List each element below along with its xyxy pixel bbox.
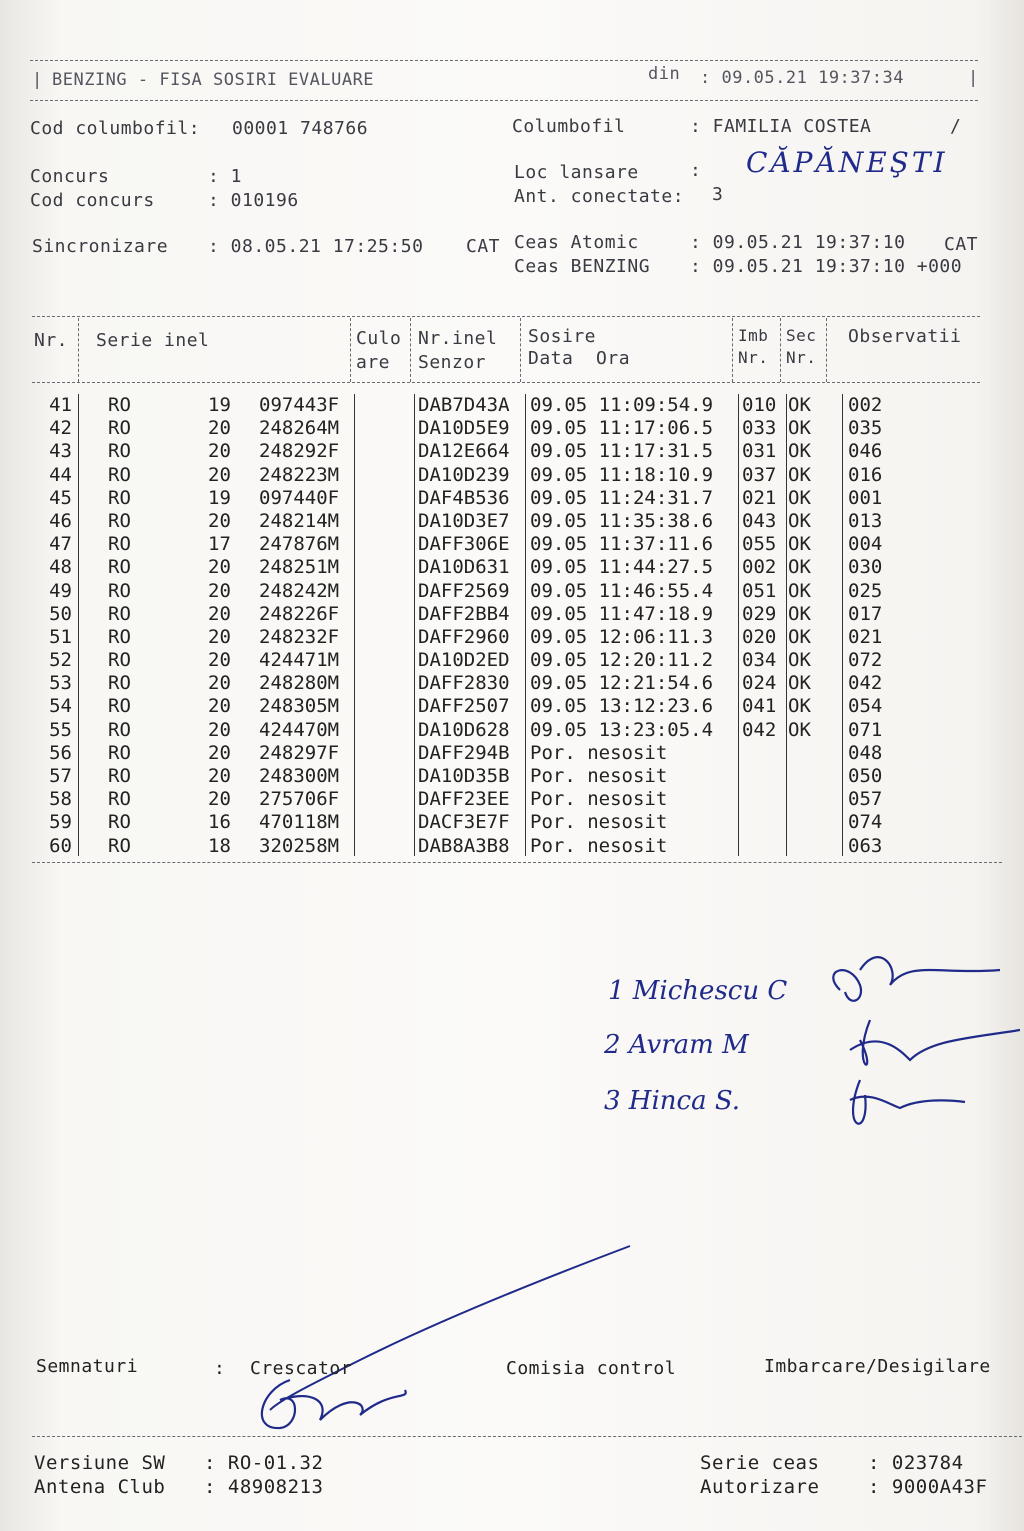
row-sec: OK — [788, 509, 811, 532]
din-label: din — [648, 64, 681, 84]
row-arrival: 09.05 13:12:23.6 — [530, 695, 714, 718]
row-sec: OK — [788, 672, 811, 695]
ant-conectate-value: 3 — [712, 184, 724, 205]
col-header-observatii: Observatii — [848, 326, 962, 347]
ceas-atomic-value: : 09.05.21 19:37:10 — [690, 232, 906, 253]
row-country: RO — [108, 463, 131, 486]
din-value: : 09.05.21 19:37:34 — [700, 68, 904, 88]
row-country: RO — [108, 765, 131, 787]
concurs-value: : 1 — [208, 166, 243, 187]
row-arrival: 09.05 12:06:11.3 — [530, 625, 714, 648]
row-arrival: 09.05 11:37:11.6 — [530, 533, 714, 556]
row-sec: OK — [788, 533, 811, 556]
row-country: RO — [108, 394, 131, 416]
row-obs: 071 — [848, 718, 883, 741]
semnaturi-sep: : — [214, 1358, 226, 1379]
commission-member-3: 3 Hinca S. — [604, 1086, 741, 1116]
row-ring: 470118M — [259, 811, 340, 834]
table-row — [30, 510, 990, 533]
row-imb: 034 — [742, 649, 777, 672]
row-nr: 58 — [49, 788, 72, 811]
row-arrival: 09.05 11:18:10.9 — [530, 463, 714, 486]
cod-columbofil-label: Cod columbofil: — [30, 118, 201, 139]
row-sensor: DAFF23EE — [418, 788, 510, 811]
columbofil-value: : FAMILIA COSTEA — [690, 116, 872, 137]
row-nr: 50 — [49, 602, 72, 625]
table-row — [30, 394, 990, 417]
row-ring: 097443F — [259, 394, 340, 416]
row-ring: 248251M — [259, 556, 340, 579]
loc-lansare-sep: : — [690, 160, 702, 181]
row-country: RO — [108, 672, 131, 695]
row-obs: 004 — [848, 533, 883, 556]
row-year: 20 — [208, 718, 231, 741]
col-header-sec-nr: Nr. — [786, 348, 817, 367]
row-year: 20 — [208, 417, 231, 440]
row-nr: 43 — [49, 440, 72, 463]
row-imb: 024 — [742, 672, 777, 695]
row-nr: 59 — [49, 811, 72, 834]
cod-columbofil-value: 00001 748766 — [232, 118, 369, 139]
row-sec: OK — [788, 440, 811, 463]
semnaturi-label: Semnaturi — [36, 1356, 139, 1377]
row-sec: OK — [788, 579, 811, 602]
row-sensor: DA12E664 — [418, 440, 510, 463]
row-imb: 021 — [742, 486, 777, 509]
row-sensor: DA10D2ED — [418, 649, 510, 672]
col-header-serie-inel: Serie inel — [96, 330, 210, 351]
row-ring: 248300M — [259, 765, 340, 787]
sincronizare-tz: CAT — [466, 236, 501, 257]
row-imb: 033 — [742, 417, 777, 440]
row-country: RO — [108, 834, 131, 857]
row-imb: 042 — [742, 718, 777, 741]
col-header-culoare-2: are — [356, 352, 391, 373]
header-sep-4 — [520, 318, 521, 382]
row-imb: 041 — [742, 695, 777, 718]
col-header-imb-nr: Nr. — [738, 348, 769, 367]
table-row — [30, 580, 990, 603]
row-obs: 048 — [848, 741, 883, 764]
row-imb: 037 — [742, 463, 777, 486]
ceas-atomic-tz: CAT — [944, 234, 979, 255]
ant-conectate-label: Ant. conectate: — [514, 186, 685, 207]
col-header-imb: Imb — [738, 326, 769, 345]
row-sensor: DAFF306E — [418, 533, 510, 556]
row-imb: 055 — [742, 533, 777, 556]
row-sensor: DA10D631 — [418, 556, 510, 579]
row-year: 19 — [208, 486, 231, 509]
row-nr: 52 — [49, 649, 72, 672]
row-ring: 424470M — [259, 718, 340, 741]
row-ring: 248226F — [259, 602, 340, 625]
ceas-atomic-label: Ceas Atomic — [514, 232, 639, 253]
row-year: 19 — [208, 394, 231, 416]
versiune-sw-label: Versiune SW — [34, 1452, 166, 1474]
columbofil-label: Columbofil — [512, 116, 626, 137]
row-imb: 043 — [742, 509, 777, 532]
row-year: 20 — [208, 556, 231, 579]
ceas-benzing-value: : 09.05.21 19:37:10 +000 — [690, 256, 963, 277]
row-arrival: 09.05 12:20:11.2 — [530, 649, 714, 672]
row-sensor: DAFF2569 — [418, 579, 510, 602]
row-sensor: DAFF2BB4 — [418, 602, 510, 625]
loc-lansare-handwritten: CĂPĂNEŞTI — [746, 146, 948, 179]
row-nr: 56 — [49, 741, 72, 764]
row-obs: 002 — [848, 394, 883, 416]
table-row — [30, 603, 990, 626]
row-arrival: 09.05 11:17:31.5 — [530, 440, 714, 463]
row-obs: 016 — [848, 463, 883, 486]
row-sec: OK — [788, 602, 811, 625]
row-sensor: DA10D628 — [418, 718, 510, 741]
row-sensor: DAF4B536 — [418, 486, 510, 509]
row-nr: 51 — [49, 625, 72, 648]
row-nr: 60 — [49, 834, 72, 857]
comisia-control-label: Comisia control — [506, 1358, 677, 1379]
row-obs: 030 — [848, 556, 883, 579]
table-row — [30, 556, 990, 579]
row-country: RO — [108, 556, 131, 579]
row-ring: 275706F — [259, 788, 340, 811]
row-country: RO — [108, 741, 131, 764]
row-sec: OK — [788, 695, 811, 718]
row-sensor: DA10D239 — [418, 463, 510, 486]
row-ring: 247876M — [259, 533, 340, 556]
commission-member-2: 2 Avram M — [604, 1030, 749, 1060]
row-arrival: Por. nesosit — [530, 765, 668, 787]
col-header-nr: Nr. — [34, 330, 69, 351]
row-arrival: Por. nesosit — [530, 811, 668, 834]
row-country: RO — [108, 602, 131, 625]
row-obs: 057 — [848, 788, 883, 811]
row-year: 20 — [208, 672, 231, 695]
row-sensor: DA10D3E7 — [418, 509, 510, 532]
row-nr: 44 — [49, 463, 72, 486]
row-sensor: DAFF2830 — [418, 672, 510, 695]
row-obs: 035 — [848, 417, 883, 440]
table-row — [30, 788, 990, 811]
table-row — [30, 533, 990, 556]
autorizare-value: : 9000A43F — [868, 1476, 988, 1498]
row-country: RO — [108, 625, 131, 648]
row-sensor: DACF3E7F — [418, 811, 510, 834]
row-arrival: 09.05 11:46:55.4 — [530, 579, 714, 602]
cod-concurs-label: Cod concurs — [30, 190, 155, 211]
header-bottom-rule — [30, 100, 978, 101]
row-nr: 41 — [49, 394, 72, 416]
header-sep-6 — [780, 318, 781, 382]
arrivals-table — [30, 394, 990, 858]
header-sep-3 — [410, 318, 411, 382]
row-obs: 042 — [848, 672, 883, 695]
row-nr: 48 — [49, 556, 72, 579]
row-obs: 001 — [848, 486, 883, 509]
header-sep-2 — [350, 318, 351, 382]
col-header-data-ora: Data Ora — [528, 348, 631, 369]
footer-rule — [32, 1436, 1022, 1437]
header-right-bar: | — [968, 68, 979, 88]
table-row — [30, 440, 990, 463]
table-row — [30, 765, 990, 788]
row-year: 20 — [208, 463, 231, 486]
crescator-label: Crescator — [250, 1358, 353, 1379]
row-arrival: Por. nesosit — [530, 834, 668, 857]
row-obs: 046 — [848, 440, 883, 463]
table-top-rule — [32, 316, 980, 317]
antena-club-value: : 48908213 — [204, 1476, 324, 1498]
row-ring: 248292F — [259, 440, 340, 463]
row-obs: 013 — [848, 509, 883, 532]
concurs-label: Concurs — [30, 166, 110, 187]
row-arrival: 09.05 12:21:54.6 — [530, 672, 714, 695]
row-nr: 47 — [49, 533, 72, 556]
row-obs: 025 — [848, 579, 883, 602]
header-top-rule — [30, 60, 978, 61]
row-country: RO — [108, 811, 131, 834]
row-year: 20 — [208, 741, 231, 764]
sincronizare-value: : 08.05.21 17:25:50 — [208, 236, 424, 257]
row-imb: 029 — [742, 602, 777, 625]
row-nr: 46 — [49, 509, 72, 532]
row-year: 20 — [208, 440, 231, 463]
row-obs: 054 — [848, 695, 883, 718]
row-arrival: Por. nesosit — [530, 788, 668, 811]
row-arrival: 09.05 11:17:06.5 — [530, 417, 714, 440]
row-nr: 42 — [49, 417, 72, 440]
row-year: 20 — [208, 765, 231, 787]
row-year: 17 — [208, 533, 231, 556]
row-imb: 020 — [742, 625, 777, 648]
row-sec: OK — [788, 486, 811, 509]
commission-member-1: 1 Michescu C — [608, 976, 788, 1006]
row-country: RO — [108, 695, 131, 718]
row-country: RO — [108, 417, 131, 440]
row-arrival: 09.05 11:47:18.9 — [530, 602, 714, 625]
table-row — [30, 719, 990, 742]
col-header-sosire: Sosire — [528, 326, 597, 347]
row-nr: 49 — [49, 579, 72, 602]
row-country: RO — [108, 486, 131, 509]
col-header-sec: Sec — [786, 326, 817, 345]
row-ring: 248264M — [259, 417, 340, 440]
row-imb: 002 — [742, 556, 777, 579]
sincronizare-label: Sincronizare — [32, 236, 169, 257]
row-sec: OK — [788, 417, 811, 440]
row-sensor: DAFF2960 — [418, 625, 510, 648]
row-country: RO — [108, 788, 131, 811]
row-ring: 097440F — [259, 486, 340, 509]
row-obs: 074 — [848, 811, 883, 834]
row-ring: 248242M — [259, 579, 340, 602]
row-nr: 54 — [49, 695, 72, 718]
antena-club-label: Antena Club — [34, 1476, 166, 1498]
table-row — [30, 811, 990, 834]
row-sec: OK — [788, 463, 811, 486]
col-header-senzor: Senzor — [418, 352, 487, 373]
row-ring: 320258M — [259, 834, 340, 857]
versiune-sw-value: : RO-01.32 — [204, 1452, 324, 1474]
row-year: 20 — [208, 788, 231, 811]
row-ring: 248232F — [259, 625, 340, 648]
table-row — [30, 417, 990, 440]
row-country: RO — [108, 533, 131, 556]
serie-ceas-label: Serie ceas — [700, 1452, 820, 1474]
row-sensor: DAFF2507 — [418, 695, 510, 718]
table-row — [30, 649, 990, 672]
row-imb: 010 — [742, 394, 777, 416]
table-row — [30, 835, 990, 858]
row-arrival: 09.05 11:44:27.5 — [530, 556, 714, 579]
row-year: 20 — [208, 649, 231, 672]
row-year: 16 — [208, 811, 231, 834]
table-row — [30, 672, 990, 695]
row-ring: 248223M — [259, 463, 340, 486]
row-sensor: DA10D35B — [418, 765, 510, 787]
header-sep-1 — [78, 318, 79, 382]
row-sec: OK — [788, 718, 811, 741]
row-sec: OK — [788, 394, 811, 416]
row-year: 20 — [208, 625, 231, 648]
table-bottom-rule — [32, 862, 1002, 863]
loc-lansare-label: Loc lansare — [514, 162, 639, 183]
row-ring: 248280M — [259, 672, 340, 695]
header-sep-7 — [826, 318, 827, 382]
table-row — [30, 487, 990, 510]
row-country: RO — [108, 579, 131, 602]
table-header-rule — [32, 382, 980, 383]
row-sec: OK — [788, 625, 811, 648]
header-left-bar: | — [32, 70, 43, 90]
table-row — [30, 626, 990, 649]
row-obs: 021 — [848, 625, 883, 648]
row-ring: 248214M — [259, 509, 340, 532]
col-header-culoare-1: Culo — [356, 328, 402, 349]
row-nr: 57 — [49, 765, 72, 787]
row-sec: OK — [788, 649, 811, 672]
header-sep-5 — [732, 318, 733, 382]
row-country: RO — [108, 440, 131, 463]
row-sensor: DAB7D43A — [418, 394, 510, 416]
row-arrival: 09.05 11:35:38.6 — [530, 509, 714, 532]
row-year: 20 — [208, 695, 231, 718]
columbofil-end-mark: / — [950, 116, 962, 137]
row-arrival: Por. nesosit — [530, 741, 668, 764]
row-arrival: 09.05 13:23:05.4 — [530, 718, 714, 741]
commission-signatures-icon — [810, 930, 1020, 1140]
row-imb: 051 — [742, 579, 777, 602]
row-sensor: DA10D5E9 — [418, 417, 510, 440]
autorizare-label: Autorizare — [700, 1476, 820, 1498]
col-header-nr-inel: Nr.inel — [418, 328, 498, 349]
table-row — [30, 464, 990, 487]
row-obs: 063 — [848, 834, 883, 857]
row-arrival: 09.05 11:09:54.9 — [530, 394, 714, 416]
row-nr: 45 — [49, 486, 72, 509]
row-ring: 424471M — [259, 649, 340, 672]
row-nr: 55 — [49, 718, 72, 741]
row-country: RO — [108, 649, 131, 672]
row-arrival: 09.05 11:24:31.7 — [530, 486, 714, 509]
table-row — [30, 742, 990, 765]
row-ring: 248297F — [259, 741, 340, 764]
imbarcare-desigilare-label: Imbarcare/Desigilare — [764, 1356, 991, 1377]
document-title: BENZING - FISA SOSIRI EVALUARE — [52, 70, 375, 90]
row-country: RO — [108, 509, 131, 532]
row-nr: 53 — [49, 672, 72, 695]
row-year: 20 — [208, 579, 231, 602]
row-year: 20 — [208, 602, 231, 625]
row-year: 18 — [208, 834, 231, 857]
crescator-signature-icon — [240, 1240, 640, 1440]
row-obs: 017 — [848, 602, 883, 625]
row-obs: 050 — [848, 765, 883, 787]
table-row — [30, 695, 990, 718]
ceas-benzing-label: Ceas BENZING — [514, 256, 651, 277]
row-sensor: DAB8A3B8 — [418, 834, 510, 857]
row-imb: 031 — [742, 440, 777, 463]
serie-ceas-value: : 023784 — [868, 1452, 964, 1474]
row-ring: 248305M — [259, 695, 340, 718]
row-country: RO — [108, 718, 131, 741]
cod-concurs-value: : 010196 — [208, 190, 299, 211]
row-year: 20 — [208, 509, 231, 532]
row-sensor: DAFF294B — [418, 741, 510, 764]
row-obs: 072 — [848, 649, 883, 672]
row-sec: OK — [788, 556, 811, 579]
